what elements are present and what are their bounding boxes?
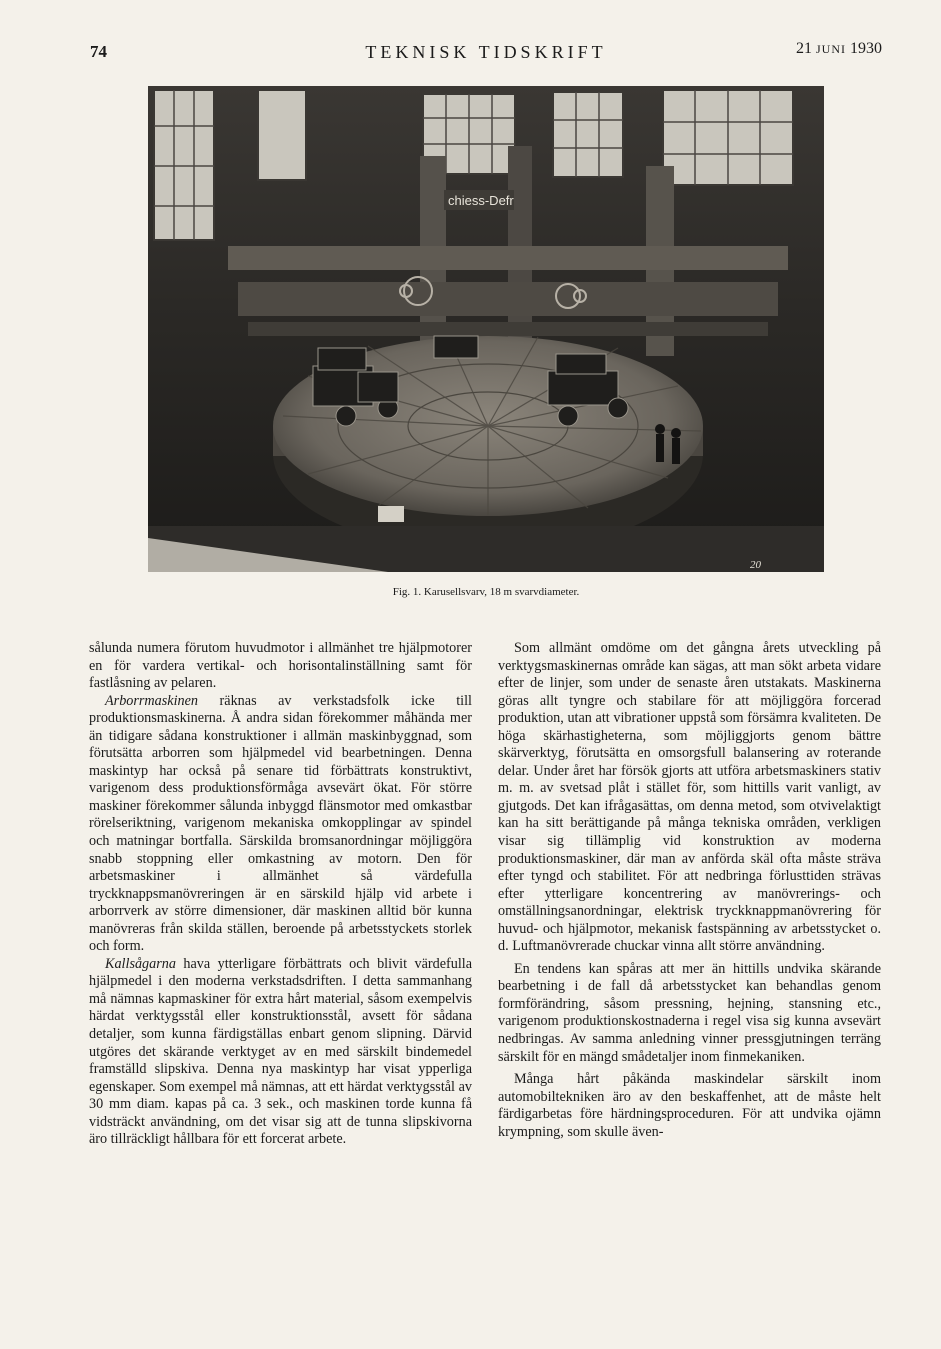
right-column bbox=[498, 640, 881, 1141]
issue-month: JUNI bbox=[816, 42, 846, 56]
right-paragraph-1: Som allmänt omdöme om det gångna årets utveckling på verktygsmaskinernas område kan sägas, att man sökt arbeta vidare efter de linjer, som under de senaste åren utstakats. Maskinerna göras allt tyngre och stabilare för att möjliggöra forcerad produktion, utan att vibrationer uppstå som försämra kvaliteten. De höga skärhastigheterna, som möjliggjorts genom bättre skärverktyg, förutsätta en omsorgsfull balansering av roterande delar. Under året har försök gjorts att utföra arbetsmaskiners stativ m. m. av svetsad plåt i stället för, som hittills varit vanligt, av gjutgods. Det kan ifrågasättas, om denna metod, som otvivelaktigt kan ha sitt berättigande på många tekniska områden, verkligen visar sig tillämplig vid konstruktion av moderna produktionsmaskiner, där man av anförda skäl ofta måste sträva efter tyngd och stabilitet. För att nedbringa förlusttiden strävas efter ytterligare koncentrering av manövrerings- och omställningsanordningar, elektrisk tryckknappmanövrering för huvud- och hjälpmotor, mekanisk fastspänning av arbetsstycket o. d. Luftmanövrerade chuckar vinna allt större användning. bbox=[498, 640, 881, 955]
photo-mark: 20 bbox=[750, 559, 761, 571]
page-header bbox=[90, 38, 882, 68]
carousel-lathe-photo bbox=[148, 86, 824, 572]
page-number: 74 bbox=[90, 42, 107, 61]
machine-sign: chiess-Defr bbox=[448, 193, 514, 208]
left-paragraph-2 bbox=[89, 693, 472, 956]
left-paragraph-3 bbox=[89, 956, 472, 1149]
left-column bbox=[89, 640, 472, 1149]
left-paragraph-2-body: räknas av verkstadsfolk icke till produktionsmaskinerna. Å andra sidan förekommer måhända mer än tidigare sådana konstruktioner i allmän maskinbyggnad, som förutsätta arborren som hjälpmedel vid bearbetningen. Denna maskintyp har också på senare tid förbättrats konstruktivt, varigenom dess produktionsförmåga avsevärt ökat. För större maskiner förekommer sålunda inbyggd flänsmotor med omkastbar rörelseriktning, varigenom mekaniska omkopplingar av spindel och matningar bortfalla. Särskilda bromsanordningar möjliggöra snabb stoppning eller omkastning av motorn. Den för arbetsmaskiner i allmänhet så värdefulla tryckknappsmanövreringen är en särskild hjälp vid arbete i arborrverk av större dimensioner, där maskinen alltid bör kunna manövreras från skilda ställen, beroende på arbetsstyckets storlek och form. bbox=[89, 692, 472, 955]
left-paragraph-1: sålunda numera förutom huvudmotor i allmänhet tre hjälpmotorer en för vardera vertikal- och horisontalinställning samt för fastlåsning av pelaren. bbox=[89, 640, 472, 692]
journal-title: TEKNISK TIDSKRIFT bbox=[365, 42, 607, 62]
issue-year: 1930 bbox=[850, 40, 882, 57]
kallsagarna-heading: Kallsågarna bbox=[105, 955, 176, 972]
issue-date bbox=[796, 40, 882, 58]
left-paragraph-3-body: hava ytterligare förbättrats och blivit värdefulla hjälpmedel i den moderna verkstadsdriften. I detta sammanhang må nämnas kapmaskiner för extra hårt material, såsom exempelvis härdat verktygsstål eller konstruktionsstål, avsett för sådana detaljer, som kunna färdigställas enbart genom slipning. Därvid utgöres det skärande verktyget av en med särskilt bindemedel framställd slipskiva. Denna nya maskintyp har visat ypperliga egenskaper. Som exempel må nämnas, att ett härdat verktygsstål av 30 mm diam. kapas på ca. 3 sek., och maskinen torde kunna få vidsträckt användning, om det visar sig att de tunna slipskivorna äro tillräckligt hållbara för ett forcerat arbete. bbox=[89, 955, 472, 1148]
right-paragraph-3: Många hårt påkända maskindelar särskilt inom automobiltekniken äro av den beskaffenhet, att de måste helt färdigarbetas före härdningsproceduren. För att undvika ojämn krympning, som skulle även- bbox=[498, 1071, 881, 1140]
figure-caption: Fig. 1. Karusellsvarv, 18 m svarvdiameter. bbox=[392, 586, 580, 598]
figure-photo bbox=[148, 86, 824, 572]
right-paragraph-2: En tendens kan spåras att mer än hittills undvika skärande bearbetning i de fall då arbetsstycket kan behandlas genom formförändring, såsom pressning, hejning, stansning etc., varigenom produktionskostnaderna i regel visa sig kunna avsevärt nedbringas. Av samma anledning vinner pressgjutningen terräng särskilt för en mängd smådetaljer inom finmekaniken. bbox=[498, 960, 881, 1065]
arborrmaskinen-heading: Arborrmaskinen bbox=[105, 692, 199, 709]
issue-day: 21 bbox=[796, 40, 812, 57]
